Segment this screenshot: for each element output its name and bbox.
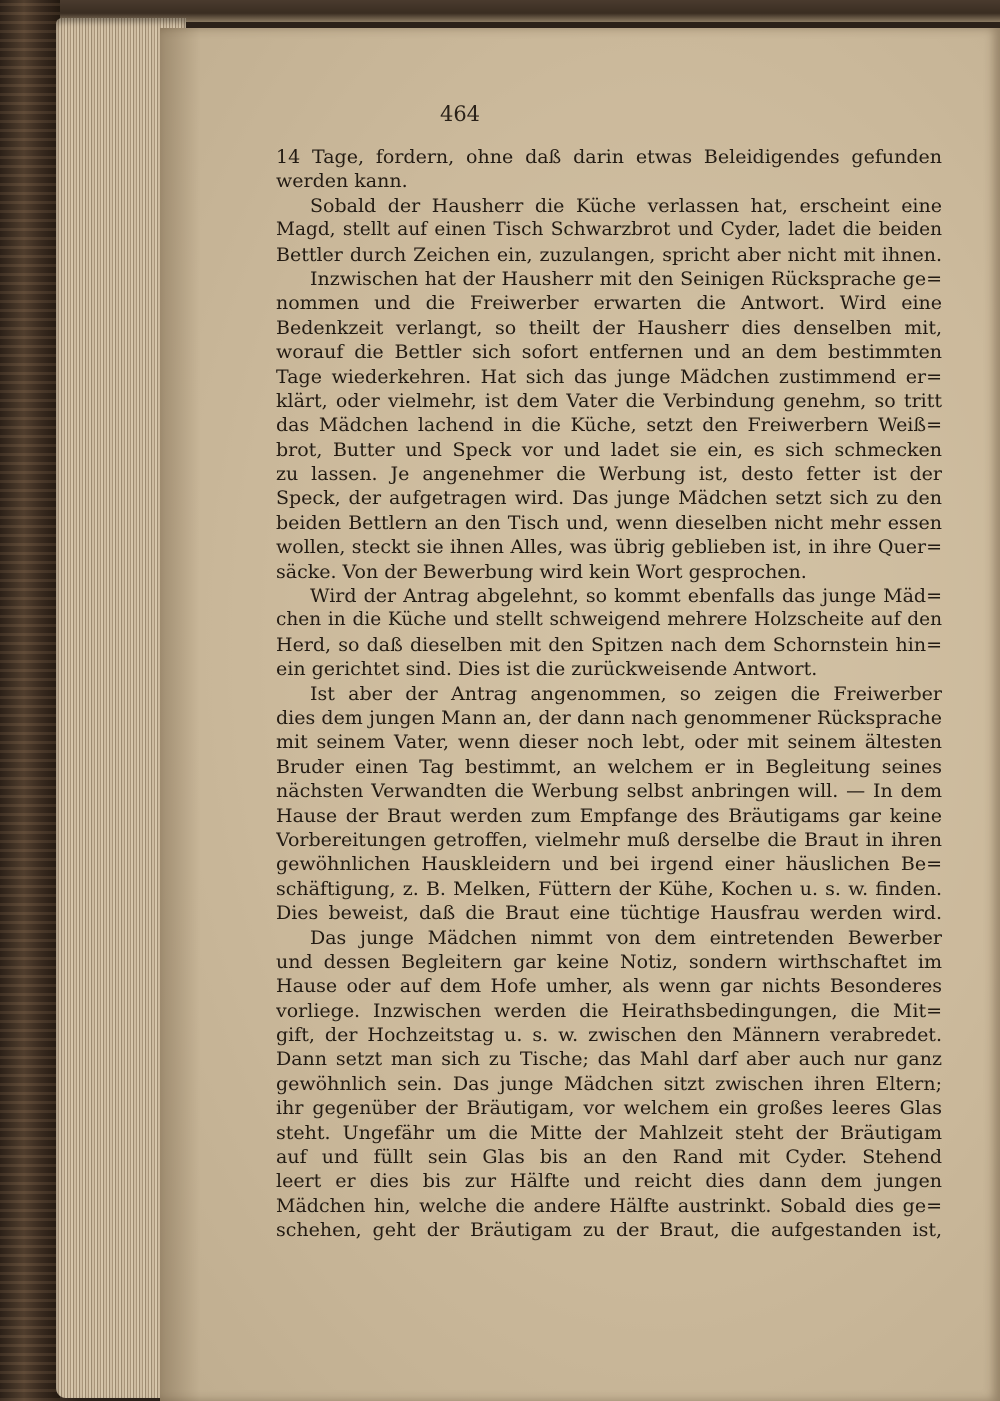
text-line: dies dem jungen Mann an, der dann nach genommener Rücksprache bbox=[276, 706, 942, 729]
text-line: nächsten Verwandten die Werbung selbst anbringen will. — In dem bbox=[276, 780, 942, 803]
text-line: gewöhnlich sein. Das junge Mädchen sitzt zwischen ihren Eltern; bbox=[276, 1072, 942, 1095]
text-line: gewöhnlichen Hauskleidern und bei irgend einer häuslichen Be= bbox=[276, 853, 942, 876]
text-line: Bruder einen Tag bestimmt, an welchem er in Begleitung seines bbox=[276, 755, 942, 778]
text-line: Hause oder auf dem Hofe umher, als wenn gar nichts Besonderes bbox=[276, 975, 942, 998]
body-text bbox=[276, 145, 942, 1243]
text-line: Tage wiederkehren. Hat sich das junge Mädchen zustimmend er= bbox=[276, 365, 942, 388]
text-line: Bettler durch Zeichen ein, zuzulangen, spricht aber nicht mit ihnen. bbox=[276, 243, 942, 266]
book-cover-top-edge bbox=[60, 0, 1000, 22]
text-line: Mädchen hin, welche die andere Hälfte austrinkt. Sobald dies ge= bbox=[276, 1194, 942, 1217]
text-line: brot, Butter und Speck vor und ladet sie ein, es sich schmecken bbox=[276, 438, 942, 461]
text-line: Magd, stellt auf einen Tisch Schwarzbrot und Cyder, ladet die beiden bbox=[276, 219, 942, 241]
text-line: Das junge Mädchen nimmt von dem eintretenden Bewerber bbox=[310, 926, 942, 949]
text-line: Hause der Braut werden zum Empfange des Bräutigams gar keine bbox=[276, 804, 942, 827]
text-line: ein gerichtet sind. Dies ist die zurückweisende Antwort. bbox=[276, 658, 818, 681]
text-line: wollen, steckt sie ihnen Alles, was übrig geblieben ist, in ihre Quer= bbox=[276, 536, 942, 559]
text-line: zu lassen. Je angenehmer die Werbung ist, desto fetter ist der bbox=[276, 463, 942, 486]
text-line: Dies beweist, daß die Braut eine tüchtige Hausfrau werden wird. bbox=[276, 902, 942, 925]
text-line: steht. Ungefähr um die Mitte der Mahlzeit steht der Bräutigam bbox=[276, 1121, 942, 1144]
text-line: Vorbereitungen getroffen, vielmehr muß derselbe die Braut in ihren bbox=[276, 828, 942, 851]
text-line: chen in die Küche und stellt schweigend mehrere Holzscheite auf den bbox=[276, 609, 942, 631]
text-line: das Mädchen lachend in die Küche, setzt den Freiwerbern Weiß= bbox=[276, 414, 942, 437]
text-line: mit seinem Vater, wenn dieser noch lebt, oder mit seinem ältesten bbox=[276, 731, 942, 754]
page-number: 464 bbox=[439, 102, 481, 126]
book-spine bbox=[0, 0, 60, 1401]
text-line: Inzwischen hat der Hausherr mit den Seinigen Rücksprache ge= bbox=[310, 267, 942, 290]
text-line: schehen, geht der Bräutigam zu der Braut, die aufgestanden ist, bbox=[276, 1219, 942, 1242]
text-line: Herd, so daß dieselben mit den Spitzen nach dem Schornstein hin= bbox=[276, 633, 942, 656]
text-line: Bedenkzeit verlangt, so theilt der Hausherr dies denselben mit, bbox=[276, 316, 942, 339]
text-line: vorliege. Inzwischen werden die Heirathsbedingungen, die Mit= bbox=[276, 999, 942, 1022]
text-line: säcke. Von der Bewerbung wird kein Wort gesprochen. bbox=[276, 560, 807, 583]
text-line: auf und füllt sein Glas bis an den Rand mit Cyder. Stehend bbox=[276, 1146, 942, 1169]
text-line: beiden Bettlern an den Tisch und, wenn dieselben nicht mehr essen bbox=[276, 511, 942, 534]
text-line: Speck, der aufgetragen wird. Das junge Mädchen setzt sich zu den bbox=[276, 487, 942, 510]
text-line: Wird der Antrag abgelehnt, so kommt ebenfalls das junge Mäd= bbox=[310, 585, 942, 608]
text-line: 14 Tage, fordern, ohne daß darin etwas Beleidigendes gefunden bbox=[276, 146, 942, 168]
text-line: Ist aber der Antrag angenommen, so zeigen die Freiwerber bbox=[310, 682, 942, 705]
text-line: nommen und die Freiwerber erwarten die Antwort. Wird eine bbox=[276, 292, 942, 315]
text-line: Dann setzt man sich zu Tische; das Mahl darf aber auch nur ganz bbox=[276, 1048, 942, 1071]
text-line: gift, der Hochzeitstag u. s. w. zwischen den Männern verabredet. bbox=[276, 1024, 942, 1047]
text-line: klärt, oder vielmehr, ist dem Vater die Verbindung genehm, so tritt bbox=[276, 389, 942, 412]
text-line: schäftigung, z. B. Melken, Füttern der Kühe, Kochen u. s. w. finden. bbox=[276, 877, 942, 900]
text-line: ihr gegenüber der Bräutigam, vor welchem ein großes leeres Glas bbox=[276, 1097, 942, 1120]
text-line: worauf die Bettler sich sofort entfernen und an dem bestimmten bbox=[276, 341, 942, 364]
text-line: und dessen Begleitern gar keine Notiz, sondern wirthschaftet im bbox=[276, 950, 942, 973]
text-line: werden kann. bbox=[276, 170, 408, 193]
text-line: Sobald der Hausherr die Küche verlassen hat, erscheint eine bbox=[310, 194, 942, 217]
text-line: leert er dies bis zur Hälfte und reicht dies dann dem jungen bbox=[276, 1170, 942, 1193]
